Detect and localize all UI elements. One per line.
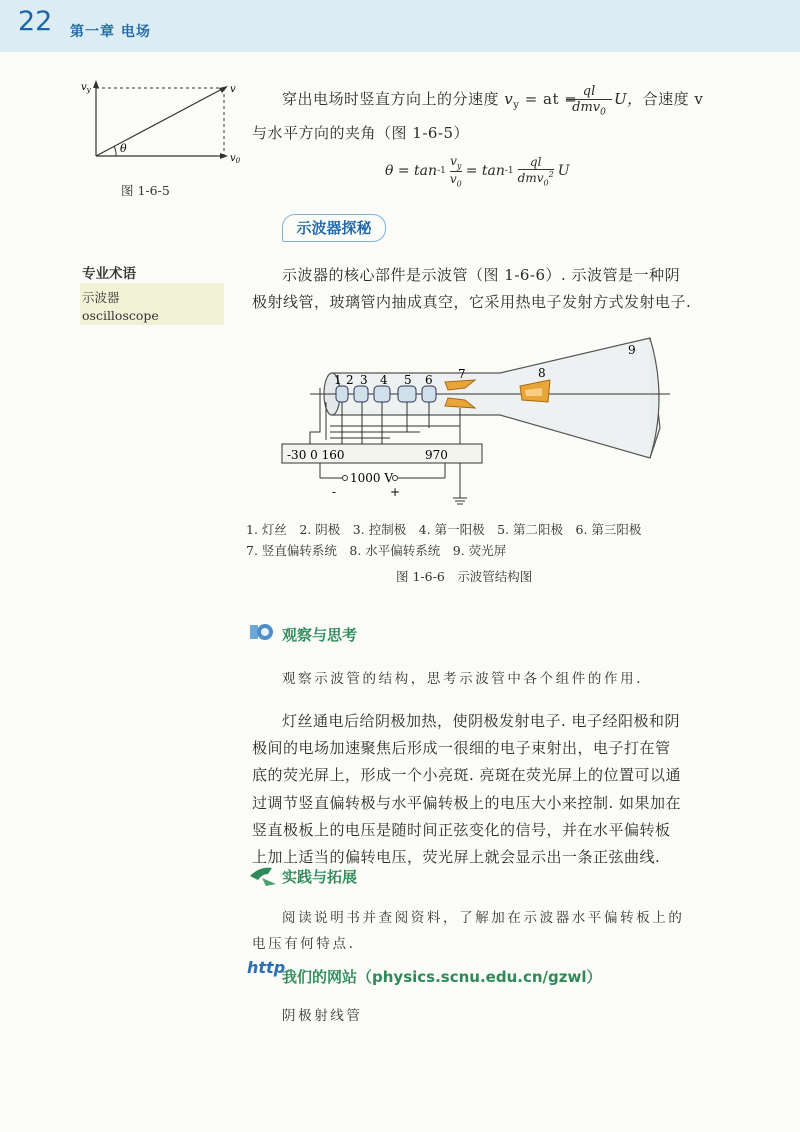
para2-line: 灯丝通电后给阴极加热，使阴极发射电子. 电子经阳极和阴 (282, 712, 681, 730)
svg-text:v0: $v_0$ (230, 153, 241, 165)
fig166-caption: 图 1-6-6 示波管结构图 (396, 569, 533, 584)
chapter-title: 第一章 电场 (70, 24, 151, 40)
para2 (252, 708, 712, 871)
electrode-label: 2 (346, 373, 354, 387)
fig165-v-label: v (230, 84, 236, 95)
supply-plus: + (390, 485, 401, 499)
fig165-vy-label: v (81, 82, 87, 93)
electrode-label: 6 (425, 373, 433, 387)
supply-voltage: 1000 V (350, 471, 394, 485)
electrode-label: 7 (458, 367, 466, 381)
supply-minus: - (332, 485, 337, 499)
practice-icon (248, 864, 280, 888)
para2-line: 过调节竖直偏转极与水平偏转极上的电压大小来控制. 如果加在 (252, 793, 682, 812)
observe-text: 观察示波管的结构，思考示波管中各个组件的作用. (282, 671, 644, 687)
theta-formula: θ = tan -1 $\frac{v_y}{v_0}$ = tan -1 ql dmv$_0^2$ U (385, 154, 570, 188)
electrode-label: 3 (360, 373, 368, 387)
para1-line-2: 极射线管，玻璃管内抽成真空，它采用热电子发射方式发射电子. (252, 293, 692, 311)
page-number: 22 (18, 6, 53, 37)
website-heading: 我们的网站（physics.scnu.edu.cn/gzwl） (282, 968, 602, 986)
electrode-label: 9 (628, 343, 636, 357)
para2-line: 底的荧光屏上，形成一个小亮斑. 亮斑在荧光屏上的位置可以通 (252, 766, 682, 785)
intro-line-1-end: U，合速度 v (614, 90, 704, 108)
electrode-label: 5 (404, 373, 412, 387)
sidebar-term-cn: 示波器 (82, 290, 120, 305)
para2-line: 上加上适当的偏转电压，荧光屏上就会显示出一条正弦曲线. (252, 848, 661, 867)
divider-voltage-right: 970 (425, 448, 448, 462)
fig166-legend-line-1: 1. 灯丝 2. 阴极 3. 控制极 4. 第一阳极 5. 第二阳极 6. 第三阳极 (246, 522, 642, 537)
svg-text:vy: $v_y$ (81, 82, 91, 94)
figure-1-6-6 (270, 328, 690, 508)
intro-fraction: ql dmv$_0$ (566, 84, 612, 121)
section-title: 示波器探秘 (282, 214, 386, 242)
sidebar-term-en: oscilloscope (82, 308, 159, 323)
electrode-label: 1 (334, 373, 342, 387)
electrode-label: 8 (538, 366, 546, 380)
http-icon: http (247, 958, 286, 977)
practice-line-1: 阅读说明书并查阅资料，了解加在示波器水平偏转板上的 (282, 910, 685, 926)
intro-line-2: 与水平方向的夹角（图 1-6-5） (252, 124, 470, 142)
practice-heading: 实践与拓展 (282, 868, 358, 886)
magnifier-icon (248, 621, 278, 643)
para2-line: 极间的电场加速聚焦后形成一很细的电子束射出，电子打在管 (252, 739, 671, 758)
fig165-theta-label: θ (120, 142, 127, 155)
para1-line-1: 示波器的核心部件是示波管（图 1-6-6）. 示波管是一种阴 (282, 266, 681, 284)
intro-line-1: 穿出电场时竖直方向上的分速度 $v_y$ = at = (282, 90, 578, 111)
observe-heading: 观察与思考 (282, 626, 358, 644)
divider-voltages-left: -30 0 160 (287, 448, 345, 462)
fig165-v0-label: v (230, 153, 236, 164)
sidebar-title: 专业术语 (82, 266, 136, 282)
fig166-legend-line-2: 7. 竖直偏转系统 8. 水平偏转系统 9. 荧光屏 (246, 543, 507, 558)
fig165-caption: 图 1-6-5 (121, 183, 170, 198)
figure-1-6-5 (78, 78, 248, 178)
para2-line: 竖直极板上的电压是随时间正弦变化的信号，并在水平偏转板 (252, 820, 671, 839)
website-item[interactable]: 阴极射线管 (282, 1008, 363, 1024)
practice-line-2: 电压有何特点. (252, 936, 356, 952)
electrode-label: 4 (380, 373, 388, 387)
